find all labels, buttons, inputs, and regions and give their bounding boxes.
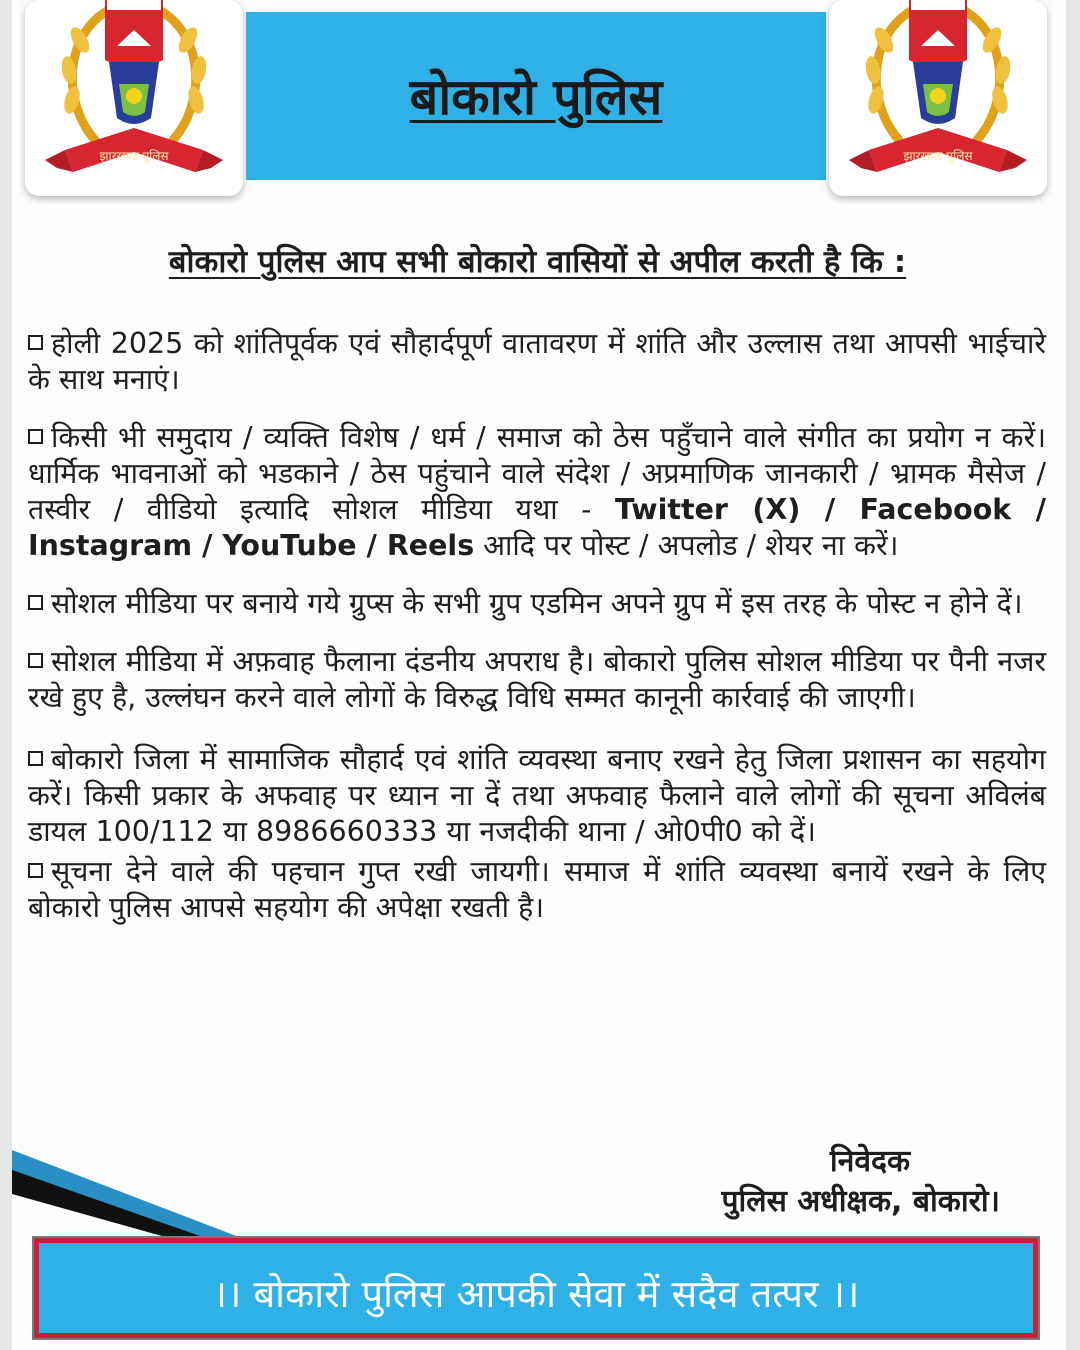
title-banner — [246, 12, 826, 180]
checkbox-bullet-icon — [28, 335, 43, 350]
police-emblem-icon — [829, 0, 1047, 196]
appeal-point: सोशल मीडिया में अफ़वाह फैलाना दंडनीय अपराध है। बोकारो पुलिस सोशल मीडिया पर पैनी नजर रखे हुए है, उल्लंघन करने वाले लोगों के विरुद्ध विधि सम्मत कानूनी कार्रवाई की जाएगी। — [28, 645, 1046, 714]
page-title: बोकारो पुलिस — [409, 68, 663, 126]
police-emblem-icon — [25, 0, 243, 196]
right-border — [1066, 0, 1080, 1350]
decorative-stripes — [12, 1150, 252, 1250]
signature-block — [721, 1142, 1000, 1222]
footer-banner — [34, 1238, 1038, 1338]
appeal-point: बोकारो जिला में सामाजिक सौहार्द एवं शांति व्यवस्था बनाए रखने हेतु जिला प्रशासन का सहयोग करें। किसी प्रकार के अफवाह पर ध्यान ना दें तथा अफवाह फैलाने वाले लोगों की सूचना अविलंब डायल 100/112 या 8986660333 या नजदीकी थाना / ओ0पी0 को दें। — [28, 743, 1046, 848]
checkbox-bullet-icon — [28, 429, 43, 444]
signature-line-1: निवेदक — [829, 1144, 910, 1179]
signature-line-2: पुलिस अधीक्षक, बोकारो। — [721, 1184, 1000, 1219]
appeal-point: किसी भी समुदाय / व्यक्ति विशेष / धर्म / समाज को ठेस पहुँचाने वाले संगीत का प्रयोग न करें। धार्मिक भावनाओं को भडकाने / ठेस पहुंचाने वाले संदेश / अप्रमाणिक जानकारी / भ्रामक मैसेज / तस्वीर / वीडियो इत्यादि सोशल मीडिया यथा - Twitter (X) / Facebook / Instagram / YouTube / Reels आदि पर पोस्ट / अपलोड / शेयर ना करें। — [28, 421, 1047, 562]
checkbox-bullet-icon — [28, 751, 43, 766]
police-emblem-left — [25, 0, 243, 196]
appeal-body — [28, 326, 1046, 926]
footer-slogan: ।। बोकारो पुलिस आपकी सेवा में सदैव तत्पर ।। — [212, 1272, 860, 1316]
checkbox-bullet-icon — [28, 863, 43, 878]
svg-text:झारखण्ड पुलिस: झारखण्ड पुलिस — [903, 149, 973, 163]
checkbox-bullet-icon — [28, 653, 43, 668]
appeal-heading: बोकारो पुलिस आप सभी बोकारो वासियों से अपील करती है कि : — [168, 244, 907, 280]
appeal-point: सोशल मीडिया पर बनाये गये ग्रुप्स के सभी ग्रुप एडमिन अपने ग्रुप में इस तरह के पोस्ट न होने दें। — [28, 586, 1046, 622]
svg-text:झारखण्ड पुलिस: झारखण्ड पुलिस — [99, 149, 169, 163]
appeal-point: सूचना देने वाले की पहचान गुप्त रखी जायगी। समाज में शांति व्यवस्था बनायें रखने के लिए बोकारो पुलिस आपसे सहयोग की अपेक्षा रखती है। — [28, 855, 1046, 924]
checkbox-bullet-icon — [28, 595, 43, 610]
police-emblem-right — [829, 0, 1047, 196]
left-border — [0, 0, 12, 1350]
social-platforms: Twitter (X) / Facebook / Instagram / YouTube / Reels — [28, 493, 1047, 562]
appeal-point: होली 2025 को शांतिपूर्वक एवं सौहार्दपूर्ण वातावरण में शांति और उल्लास तथा आपसी भाईचारे के साथ मनाएं। — [28, 327, 1046, 396]
